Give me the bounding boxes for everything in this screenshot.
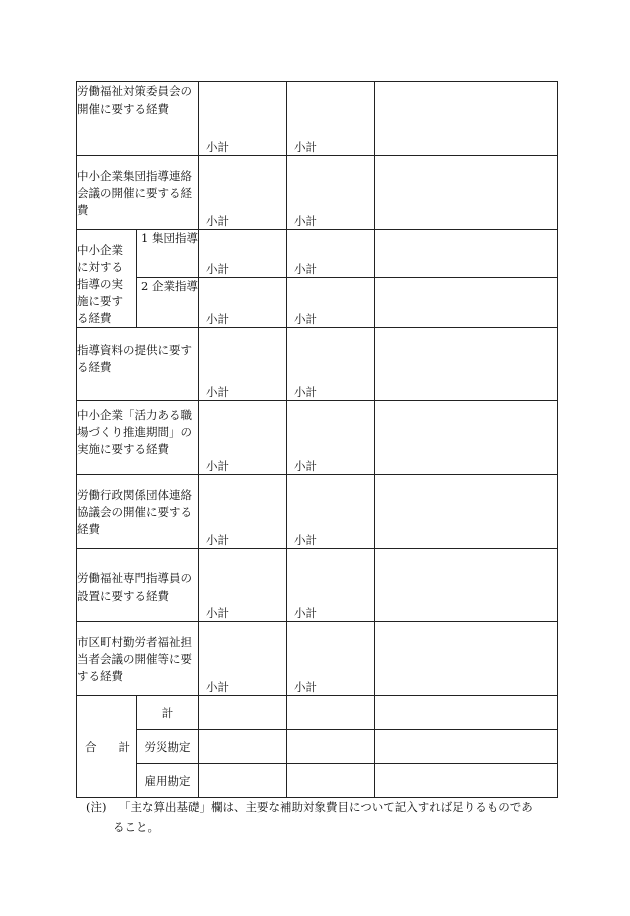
amount-cell-1 — [199, 622, 287, 696]
subtotal-label: 小計 — [206, 385, 229, 399]
subtotal-label: 小計 — [294, 312, 317, 326]
table-row — [77, 328, 558, 401]
subtotal-label: 小計 — [206, 214, 229, 228]
amount-cell-2 — [287, 278, 375, 328]
total-row-label: 計 — [137, 696, 199, 730]
amount-cell-1 — [199, 401, 287, 475]
total-label-part2: 計 — [118, 739, 130, 754]
calculation-basis-cell — [375, 549, 558, 622]
table-row — [77, 696, 558, 730]
table-row — [77, 622, 558, 696]
amount-cell-2 — [287, 730, 375, 764]
row-label: 中小企業「活力ある職場づくり推進期間」の実施に要する経費 — [77, 401, 199, 475]
total-row-label: 雇用勘定 — [137, 764, 199, 798]
table-row — [77, 156, 558, 230]
table-row — [77, 401, 558, 475]
subtotal-label: 小計 — [294, 140, 317, 154]
calculation-basis-cell — [375, 475, 558, 549]
table-row — [77, 230, 558, 278]
amount-cell-2 — [287, 401, 375, 475]
footnote — [86, 797, 556, 837]
calculation-basis-cell — [375, 230, 558, 278]
calculation-basis-cell — [375, 401, 558, 475]
subtotal-label: 小計 — [294, 214, 317, 228]
subtotal-label: 小計 — [206, 312, 229, 326]
amount-cell-2 — [287, 764, 375, 798]
amount-cell-1 — [199, 278, 287, 328]
total-row-label: 労災勘定 — [137, 730, 199, 764]
calculation-basis-cell — [375, 82, 558, 156]
subtotal-label: 小計 — [206, 262, 229, 277]
table-row — [77, 730, 558, 764]
note-mark: (注) — [86, 800, 107, 814]
subtotal-label: 小計 — [206, 140, 229, 154]
note-line-2: ること。 — [113, 820, 159, 834]
calculation-basis-cell — [375, 328, 558, 401]
amount-cell-2 — [287, 475, 375, 549]
calculation-basis-cell — [375, 622, 558, 696]
amount-cell-2 — [287, 328, 375, 401]
table-row — [77, 475, 558, 549]
amount-cell-1 — [199, 730, 287, 764]
calculation-basis-cell — [375, 764, 558, 798]
row-label: 市区町村勤労者福祉担当者会議の開催等に要する経費 — [77, 622, 199, 696]
row-label: 労働福祉専門指導員の設置に要する経費 — [77, 549, 199, 622]
amount-cell-2 — [287, 82, 375, 156]
subtotal-label: 小計 — [294, 262, 317, 277]
amount-cell-2 — [287, 696, 375, 730]
subtotal-label: 小計 — [294, 385, 317, 399]
amount-cell-1 — [199, 82, 287, 156]
budget-table — [76, 81, 558, 798]
total-label — [77, 696, 137, 798]
amount-cell-2 — [287, 230, 375, 278]
row-label: 指導資料の提供に要する経費 — [77, 328, 199, 401]
amount-cell-1 — [199, 549, 287, 622]
row-label: 中小企業に対する指導の実施に要する経費 — [77, 230, 137, 328]
amount-cell-2 — [287, 156, 375, 230]
table-row — [77, 82, 558, 156]
row-label: 労働行政関係団体連絡協議会の開催に要する経費 — [77, 475, 199, 549]
subtotal-label: 小計 — [294, 680, 317, 694]
subtotal-label: 小計 — [206, 680, 229, 694]
calculation-basis-cell — [375, 696, 558, 730]
amount-cell-2 — [287, 622, 375, 696]
table-row — [77, 549, 558, 622]
calculation-basis-cell — [375, 730, 558, 764]
subtotal-label: 小計 — [206, 533, 229, 547]
table-row — [77, 764, 558, 798]
row-label: 中小企業集団指導連絡会議の開催に要する経費 — [77, 156, 199, 230]
subtotal-label: 小計 — [206, 606, 229, 620]
amount-cell-1 — [199, 475, 287, 549]
amount-cell-1 — [199, 328, 287, 401]
calculation-basis-cell — [375, 278, 558, 328]
amount-cell-2 — [287, 549, 375, 622]
row-label: 労働福祉対策委員会の開催に要する経費 — [77, 82, 199, 156]
amount-cell-1 — [199, 230, 287, 278]
amount-cell-1 — [199, 696, 287, 730]
amount-cell-1 — [199, 764, 287, 798]
subrow-label: 2 企業指導 — [137, 278, 199, 328]
subtotal-label: 小計 — [206, 459, 229, 473]
total-label-part1: 合 — [85, 739, 97, 754]
calculation-basis-cell — [375, 156, 558, 230]
note-line-1: 「主な算出基礎」欄は、主要な補助対象費目について記入すれば足りるものであ — [119, 800, 533, 814]
subtotal-label: 小計 — [294, 533, 317, 547]
amount-cell-1 — [199, 156, 287, 230]
subrow-label: 1 集団指導 — [137, 230, 199, 278]
subtotal-label: 小計 — [294, 459, 317, 473]
table-row — [77, 278, 558, 328]
subtotal-label: 小計 — [294, 606, 317, 620]
